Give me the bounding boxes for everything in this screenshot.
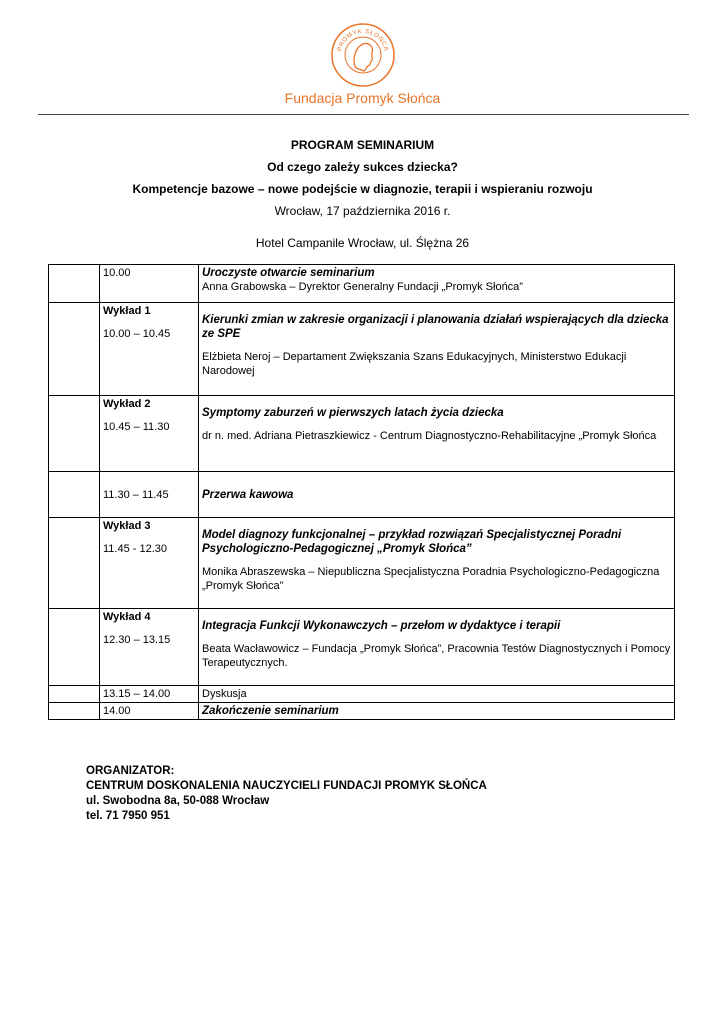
time: 10.45 – 11.30 bbox=[103, 421, 170, 433]
foundation-name: Fundacja Promyk Słońca bbox=[284, 90, 441, 106]
program-heading: PROGRAM SEMINARIUM bbox=[290, 138, 435, 152]
session-title: Kierunki zmian w zakresie organizacji i planowania działań wspierających dla dziecka ze SPE bbox=[202, 314, 669, 340]
time: 10.00 – 10.45 bbox=[103, 328, 171, 340]
session-title: Symptomy zaburzeń w pierwszych latach życia dziecka bbox=[202, 407, 504, 419]
venue: Hotel Campanile Wrocław, ul. Ślężna 26 bbox=[255, 236, 470, 250]
speaker: Monika Abraszewska – Niepubliczna Specjalistyczna Poradnia Psychologiczno-Pedagogiczna „Promyk Słońca” bbox=[202, 566, 660, 592]
organizer-name: CENTRUM DOSKONALENIA NAUCZYCIELI FUNDACJI PROMYK SŁOŃCA bbox=[86, 780, 487, 792]
table-row bbox=[49, 303, 675, 396]
table-row bbox=[49, 265, 675, 303]
table-row bbox=[49, 686, 675, 703]
lecture-label: Wykład 2 bbox=[103, 398, 151, 410]
speaker: Beata Wacławowicz – Fundacja „Promyk Słońca”, Pracownia Testów Diagnostycznych i Pomocy Terapeutycznych. bbox=[202, 643, 671, 669]
session-title: Zakończenie seminarium bbox=[202, 705, 339, 717]
time: 10.00 bbox=[103, 267, 131, 279]
session-title: Model diagnozy funkcjonalnej – przykład rozwiązań Specjalistycznej Poradni Psychologiczno-Pedagogicznej „Promyk Słońca” bbox=[202, 529, 622, 555]
session-title: Przerwa kawowa bbox=[202, 488, 294, 501]
logo-text: PROMYK SŁOŃCA bbox=[336, 27, 390, 53]
time: 11.30 – 11.45 bbox=[103, 488, 169, 501]
organizer-address: ul. Swobodna 8a, 50-088 Wrocław bbox=[86, 795, 270, 807]
date-place: Wrocław, 17 października 2016 r. bbox=[274, 204, 451, 218]
session-title: Dyskusja bbox=[202, 688, 247, 700]
table-row bbox=[49, 609, 675, 686]
time: 13.15 – 14.00 bbox=[103, 688, 171, 700]
table-row bbox=[49, 703, 675, 720]
speaker: dr n. med. Adriana Pietraszkiewicz - Centrum Diagnostyczno-Rehabilitacyjne „Promyk Słońca bbox=[202, 430, 657, 442]
speaker: Elżbieta Neroj – Departament Zwiększania Szans Edukacyjnych, Ministerstwo Edukacji Narodowej bbox=[202, 351, 627, 377]
organizer-phone: tel. 71 7950 951 bbox=[86, 810, 170, 822]
speaker: Anna Grabowska – Dyrektor Generalny Fundacji „Promyk Słońca” bbox=[202, 281, 523, 293]
svg-text:PROMYK SŁOŃCA bbox=[336, 28, 389, 53]
table-row bbox=[49, 472, 675, 518]
organizer-heading: ORGANIZATOR: bbox=[86, 765, 175, 777]
session-title: Uroczyste otwarcie seminarium bbox=[202, 267, 375, 279]
lecture-label: Wykład 4 bbox=[103, 611, 151, 623]
seminar-subtitle: Kompetencje bazowe – nowe podejście w diagnozie, terapii i wspieraniu rozwoju bbox=[132, 182, 593, 196]
table-row bbox=[49, 396, 675, 472]
header-divider bbox=[38, 114, 689, 115]
seminar-title: Od czego zależy sukces dziecka? bbox=[267, 160, 458, 174]
foundation-logo bbox=[330, 22, 396, 88]
lecture-label: Wykład 1 bbox=[103, 305, 151, 317]
program-table bbox=[48, 264, 675, 720]
organizer-block bbox=[86, 764, 487, 824]
table-row bbox=[49, 518, 675, 609]
session-title: Integracja Funkcji Wykonawczych – przełom w dydaktyce i terapii bbox=[202, 620, 561, 632]
time: 11.45 - 12.30 bbox=[103, 543, 168, 555]
lecture-label: Wykład 3 bbox=[103, 520, 151, 532]
time: 14.00 bbox=[103, 705, 131, 717]
time: 12.30 – 13.15 bbox=[103, 634, 171, 646]
